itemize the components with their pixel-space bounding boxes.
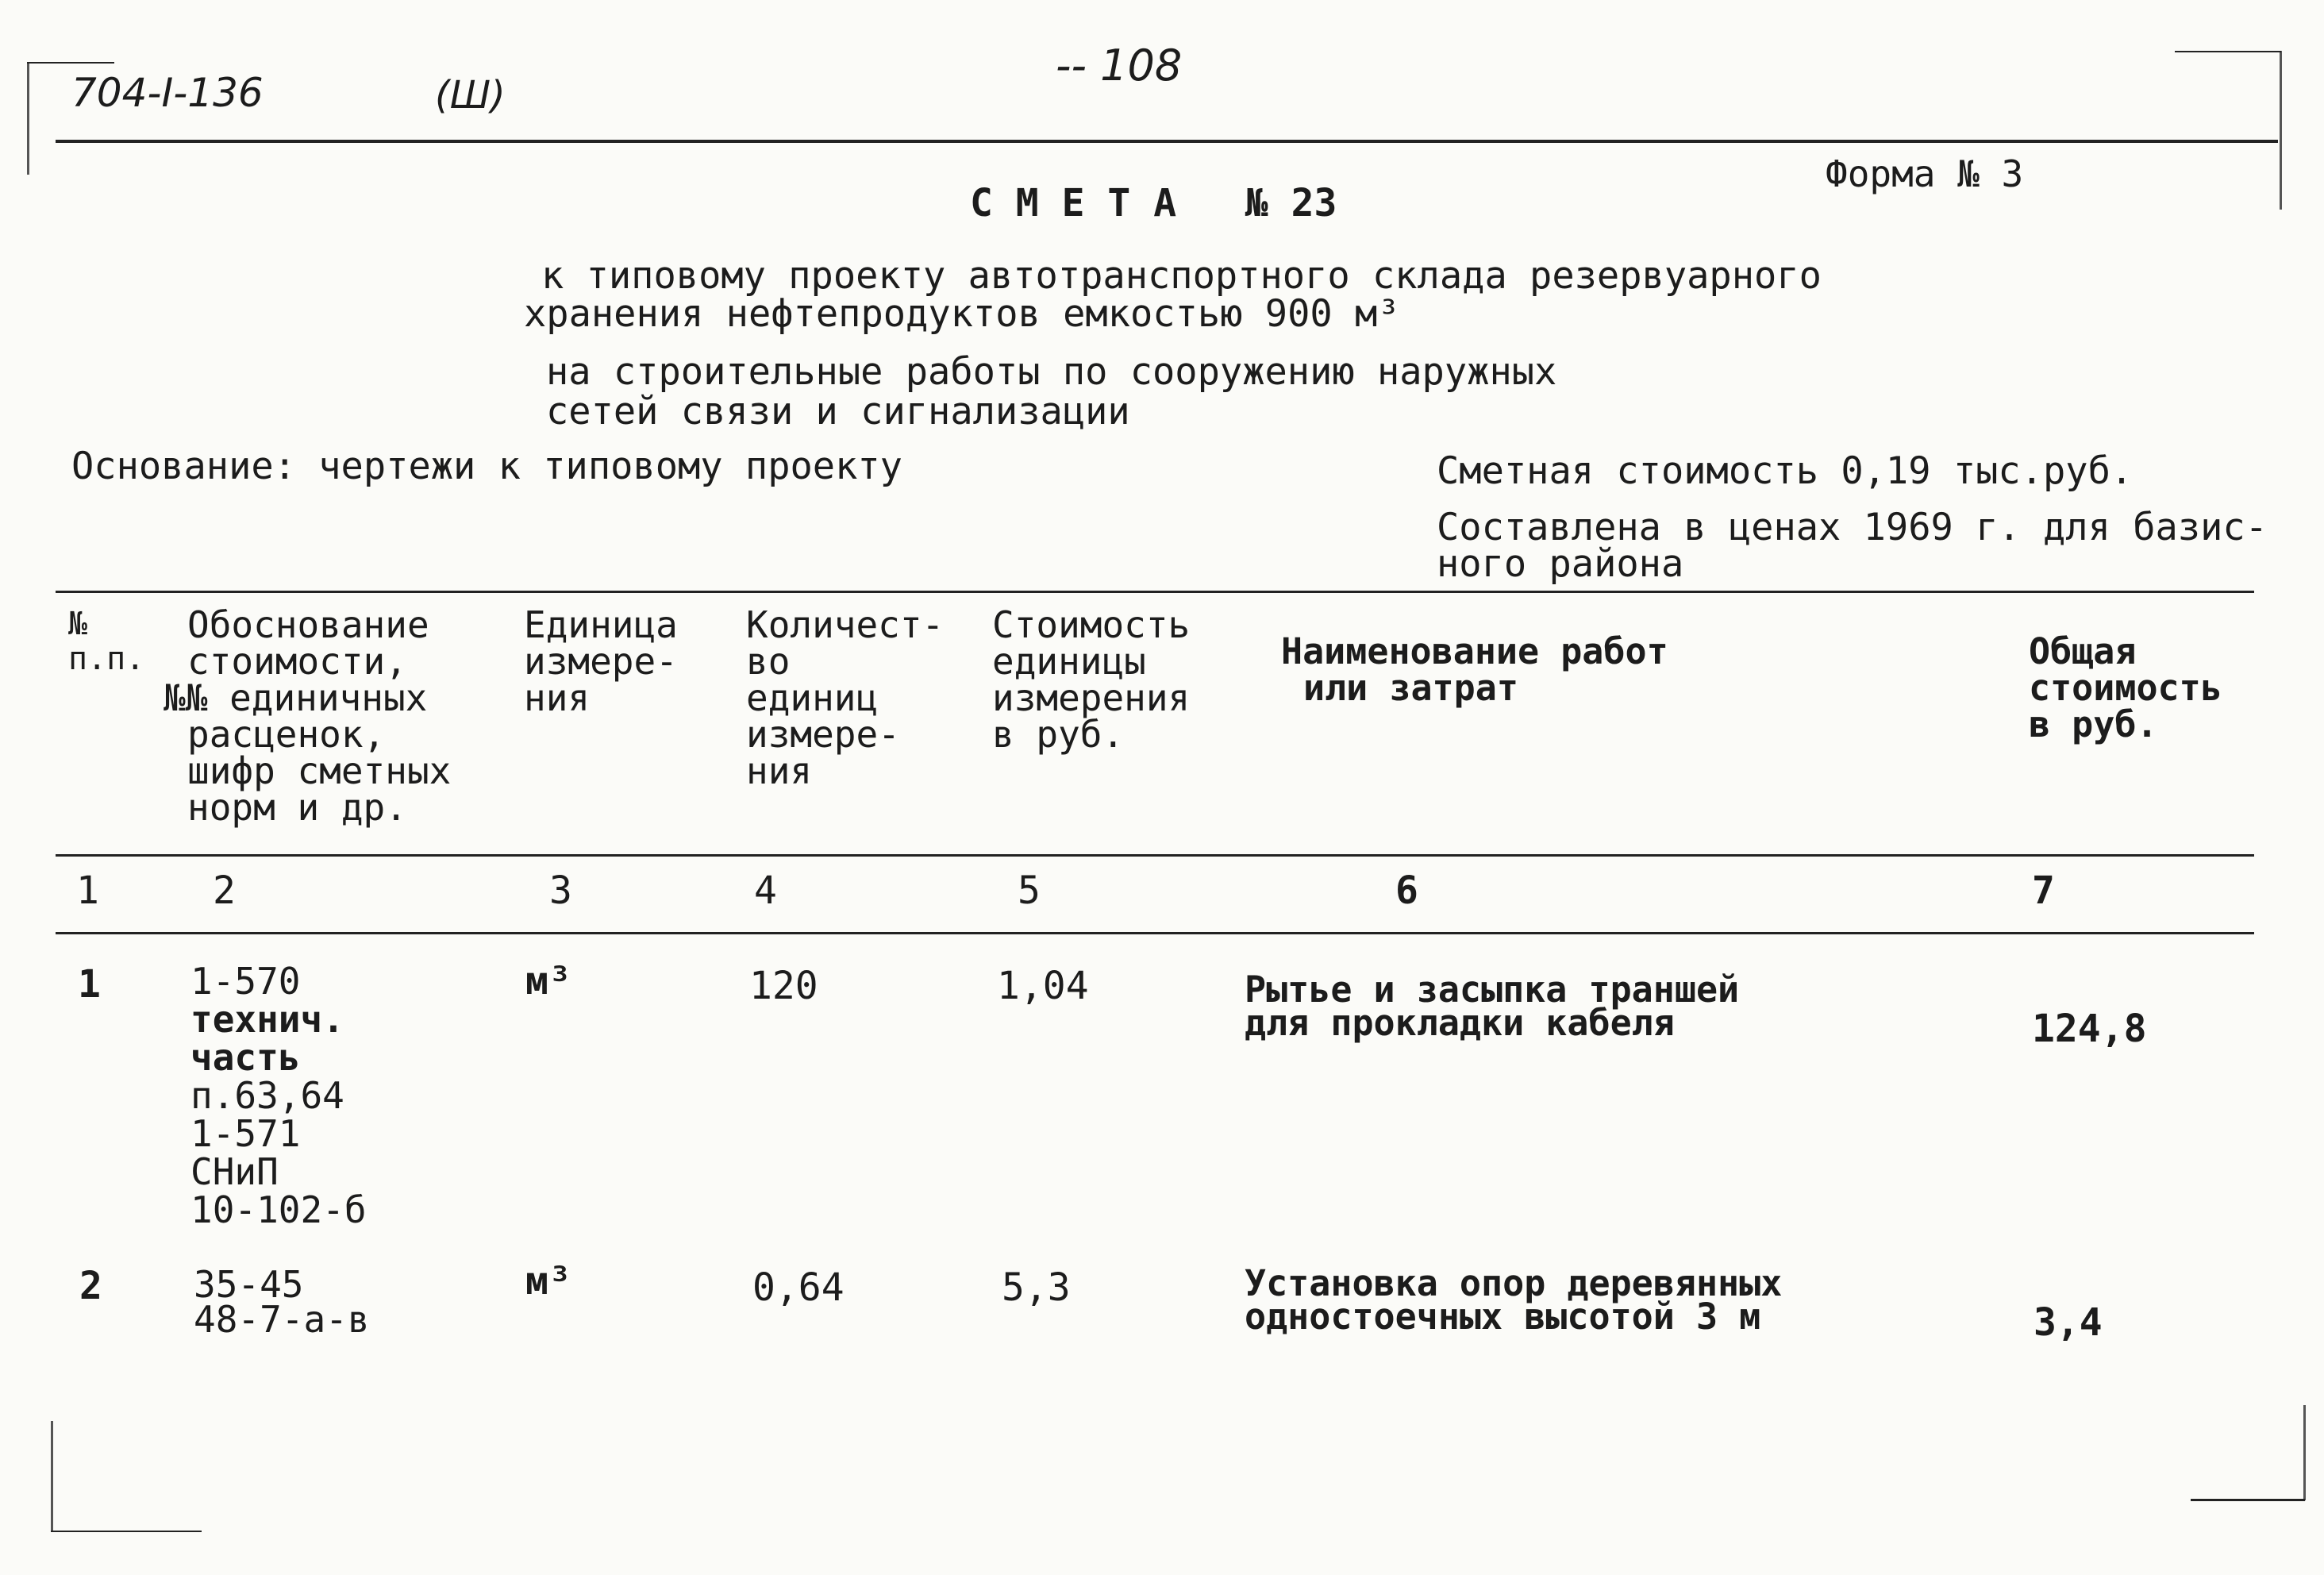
col-header-quantity-l1: Количест- xyxy=(746,603,945,646)
frame-bottom-left-dash xyxy=(51,1531,202,1532)
purpose xyxy=(546,352,1556,432)
row-1-unit: м³ xyxy=(525,959,571,1003)
subtitle-line-1: к типовому проекту автотранспортного склада резервуарного xyxy=(541,254,1822,298)
prices-line-2: ного района xyxy=(1437,542,1684,586)
row-2-basis xyxy=(194,1263,370,1341)
col-header-basis xyxy=(164,603,452,829)
row-2-basis-l2: 48-7-а-в xyxy=(194,1298,370,1341)
row-2-work-name xyxy=(1245,1262,1783,1338)
col-number-2: 2 xyxy=(213,868,236,913)
table-top-rule xyxy=(56,591,2254,593)
col-header-num-l2: п.п. xyxy=(68,641,145,677)
col-header-unit-cost-l4: в руб. xyxy=(992,713,1125,756)
col-header-basis-l5: шифр сметных xyxy=(187,749,452,792)
row-2-num: 2 xyxy=(79,1264,102,1308)
frame-left-top xyxy=(27,64,29,175)
row-2-unit: м³ xyxy=(525,1259,571,1304)
doc-code: 704-I-136 xyxy=(71,70,264,116)
col-header-unit-l2: измере- xyxy=(524,640,678,683)
col-header-total-l3: в руб. xyxy=(2029,703,2158,745)
col-number-1: 1 xyxy=(76,868,99,913)
page-number: -- 108 xyxy=(1056,40,1183,90)
col-header-work-name-l1: Наименование работ xyxy=(1281,630,1668,672)
frame-top-right-dash xyxy=(2175,51,2281,52)
row-1-total: 124,8 xyxy=(2032,1007,2147,1051)
col-header-quantity-l5: ния xyxy=(746,749,813,792)
row-2-unit-cost: 5,3 xyxy=(1002,1265,1071,1310)
col-header-total-l1: Общая xyxy=(2029,630,2137,672)
purpose-line-2: сетей связи и сигнализации xyxy=(546,390,1130,433)
row-1-basis-l2: технич. xyxy=(190,998,344,1041)
subtitle xyxy=(524,254,1822,336)
col-header-unit-cost-l2: единицы xyxy=(992,640,1146,683)
row-2-work-name-l2: одностоечных высотой 3 м xyxy=(1245,1296,1761,1338)
purpose-line-1: на строительные работы по сооружению наружных xyxy=(546,350,1557,394)
form-label: Форма № 3 xyxy=(1826,152,2024,195)
estimated-cost: Сметная стоимость 0,19 тыс.руб. xyxy=(1437,449,2134,493)
col-header-unit-l3: ния xyxy=(524,676,591,719)
row-1-work-name xyxy=(1245,968,1740,1044)
table-header-rule xyxy=(56,854,2254,857)
frame-right-top xyxy=(2280,51,2282,210)
col-header-num-l1: № xyxy=(68,606,88,642)
col-number-5: 5 xyxy=(1018,868,1041,913)
frame-left-bottom xyxy=(51,1421,53,1532)
col-header-unit xyxy=(524,603,678,719)
col-header-total xyxy=(2029,630,2222,745)
col-header-basis-l2: стоимости, xyxy=(187,640,407,683)
col-number-3: 3 xyxy=(549,868,572,913)
col-header-num xyxy=(68,607,144,676)
frame-top-left-dash xyxy=(27,62,114,64)
prices-note xyxy=(1437,506,2268,586)
col-header-work-name xyxy=(1281,630,1668,709)
row-1-basis-l1: 1-570 xyxy=(190,960,301,1003)
row-1-basis-l3: часть xyxy=(190,1036,301,1079)
prices-line-1: Составлена в ценах 1969 г. для базис- xyxy=(1437,506,2268,549)
col-header-quantity xyxy=(746,603,945,792)
row-1-num: 1 xyxy=(78,962,101,1007)
col-header-unit-cost-l3: измерения xyxy=(992,676,1191,719)
volume-label: (Ш) xyxy=(435,73,506,117)
col-header-basis-l6: норм и др. xyxy=(187,786,407,829)
basis-line: Основание: чертежи к типовому проекту xyxy=(71,445,902,488)
estimate-heading: С М Е Т А № 23 xyxy=(970,181,1337,225)
subtitle-line-2: хранения нефтепродуктов емкостью 900 м³ xyxy=(524,292,1400,336)
row-1-unit-cost: 1,04 xyxy=(997,964,1089,1008)
row-1-basis-l7: 10-102-б xyxy=(190,1188,367,1231)
row-2-basis-l1: 35-45 xyxy=(194,1263,304,1306)
col-header-basis-l1: Обоснование xyxy=(187,603,429,646)
row-2-quantity: 0,64 xyxy=(752,1265,845,1310)
col-header-quantity-l4: измере- xyxy=(746,713,900,756)
row-1-quantity: 120 xyxy=(749,964,818,1008)
table-numbers-rule xyxy=(56,932,2254,934)
header-rule xyxy=(56,140,2278,143)
col-header-quantity-l2: во xyxy=(746,640,791,683)
col-header-unit-l1: Единица xyxy=(524,603,678,646)
row-2-work-name-l1: Установка опор деревянных xyxy=(1245,1262,1783,1304)
col-number-4: 4 xyxy=(754,868,777,913)
col-header-basis-l3: №№ единичных xyxy=(164,676,428,719)
col-number-7: 7 xyxy=(2032,868,2055,913)
row-1-basis-l6: СНиП xyxy=(190,1150,279,1193)
col-header-quantity-l3: единиц xyxy=(746,676,879,719)
col-header-basis-l4: расценок, xyxy=(187,713,386,756)
col-header-unit-cost xyxy=(992,603,1191,756)
frame-bottom-right-dash xyxy=(2191,1499,2305,1501)
row-1-work-name-l2: для прокладки кабеля xyxy=(1245,1002,1675,1044)
row-2-total: 3,4 xyxy=(2034,1300,2103,1345)
col-header-unit-cost-l1: Стоимость xyxy=(992,603,1191,646)
row-1-basis-l5: 1-571 xyxy=(190,1112,301,1155)
col-header-total-l2: стоимость xyxy=(2029,667,2222,709)
row-1-basis-l4: п.63,64 xyxy=(190,1074,344,1117)
row-1-basis xyxy=(190,962,367,1229)
col-header-work-name-l2: или затрат xyxy=(1303,667,1518,709)
col-number-6: 6 xyxy=(1395,868,1418,913)
row-1-work-name-l1: Рытье и засыпка траншей xyxy=(1245,968,1740,1011)
frame-right-bottom xyxy=(2303,1405,2306,1500)
